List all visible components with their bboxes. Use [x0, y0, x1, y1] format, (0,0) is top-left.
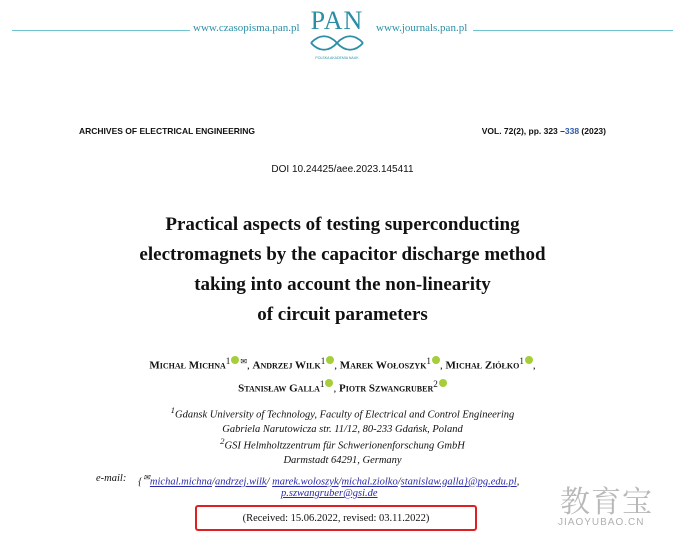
author-name: Marek Wołoszyk: [339, 359, 427, 372]
title-line: taking into account the non-linearity: [194, 274, 491, 295]
email-link[interactable]: michal.michna: [149, 476, 213, 488]
header-url-right[interactable]: www.journals.pan.pl: [376, 22, 468, 34]
author-separator: ,: [532, 359, 536, 372]
title-line: electromagnets by the capacitor discharge method: [139, 244, 546, 265]
paper-title: [80, 210, 605, 330]
author-sup: 1: [426, 356, 431, 366]
header-line-right: [473, 30, 673, 31]
envelope-icon[interactable]: ✉: [240, 357, 248, 366]
header-url-left[interactable]: www.czasopisma.pan.pl: [193, 22, 300, 34]
author-name: Piotr Szwangruber: [338, 382, 434, 395]
title-line: of circuit parameters: [257, 304, 428, 325]
watermark-logo: 教育宝: [560, 485, 653, 520]
author-sup: 2: [433, 378, 438, 389]
pan-logo: [305, 8, 369, 58]
envelope-icon: ✉: [143, 473, 150, 482]
author-name: Andrzej Wilk: [252, 359, 321, 372]
author-sup: 1: [519, 356, 524, 366]
affiliation-line: Darmstadt 64291, Germany: [283, 454, 402, 466]
author-line-1: [80, 352, 605, 375]
email-separator: /: [212, 476, 215, 488]
email-link[interactable]: michal.ziolko: [341, 476, 398, 488]
logo-swirl-icon: [305, 32, 369, 54]
email-brace: {: [138, 476, 143, 488]
logo-subtext: POLSKA AKADEMIA NAUK: [315, 56, 359, 60]
doi: DOI 10.24425/aee.2023.145411: [271, 164, 414, 175]
volume-prefix: VOL. 72(2), pp. 323 –: [481, 126, 565, 136]
author-separator: ,: [333, 382, 339, 395]
email-separator: /: [397, 476, 401, 488]
orcid-icon[interactable]: [231, 356, 239, 364]
volume-year: (2023): [579, 126, 606, 136]
affiliation-2: [80, 434, 605, 468]
email-link[interactable]: marek.woloszyk: [272, 476, 339, 488]
author-separator: ,: [334, 359, 340, 372]
author-name: Michał Michna: [149, 359, 226, 372]
affiliation-text: GSI Helmholtzzentrum für Schwerionenforschung GmbH: [224, 440, 465, 452]
affiliation-text: Gdansk University of Technology, Faculty of Electrical and Control Engineering: [175, 409, 515, 421]
affiliation-line: [80, 403, 605, 423]
watermark-url: JIAOYUBAO.CN: [558, 517, 645, 528]
affiliation-line: Gabriela Narutowicza str. 11/12, 80-233 Gdańsk, Poland: [222, 423, 463, 435]
author-name: Stanisław Galla: [238, 382, 320, 395]
email-comma: ,: [516, 476, 520, 488]
email-link[interactable]: stanislaw.galla: [400, 476, 464, 488]
affiliation-line: [80, 434, 605, 454]
email-label: e-mail:: [96, 473, 127, 484]
received-highlight-box: [195, 505, 477, 531]
email-separator: /: [266, 476, 273, 488]
affiliation-sup: 2: [220, 436, 225, 446]
author-sup: 1: [319, 378, 325, 389]
author-list: [80, 352, 605, 397]
email-separator: /: [338, 476, 342, 488]
email-link[interactable]: andrzej.wilk: [214, 476, 267, 488]
header-line-left: [12, 30, 190, 31]
author-line-2: [80, 375, 605, 398]
email-domain[interactable]: }@pg.edu.pl: [463, 476, 517, 488]
author-separator: ,: [440, 359, 446, 372]
orcid-icon[interactable]: [439, 379, 447, 387]
email-line-1: [138, 473, 519, 488]
author-name: Michał Ziółko: [445, 359, 520, 372]
author-sup: 1: [320, 356, 326, 366]
orcid-icon[interactable]: [525, 356, 533, 364]
author-separator: ,: [247, 359, 253, 372]
email-link-gsi[interactable]: p.szwangruber@gsi.de: [281, 488, 378, 499]
volume-info: [482, 126, 606, 136]
author-sup: 1: [225, 356, 231, 366]
received-dates: (Received: 15.06.2022, revised: 03.11.2022): [242, 513, 430, 524]
logo-text: PAN: [310, 6, 364, 35]
orcid-icon[interactable]: [432, 356, 440, 364]
journal-name: ARCHIVES OF ELECTRICAL ENGINEERING: [79, 126, 255, 136]
affiliation-1: [80, 403, 605, 437]
affiliation-sup: 1: [170, 405, 176, 415]
title-line: Practical aspects of testing superconducting: [165, 214, 520, 235]
end-page-link[interactable]: 338: [564, 126, 580, 136]
